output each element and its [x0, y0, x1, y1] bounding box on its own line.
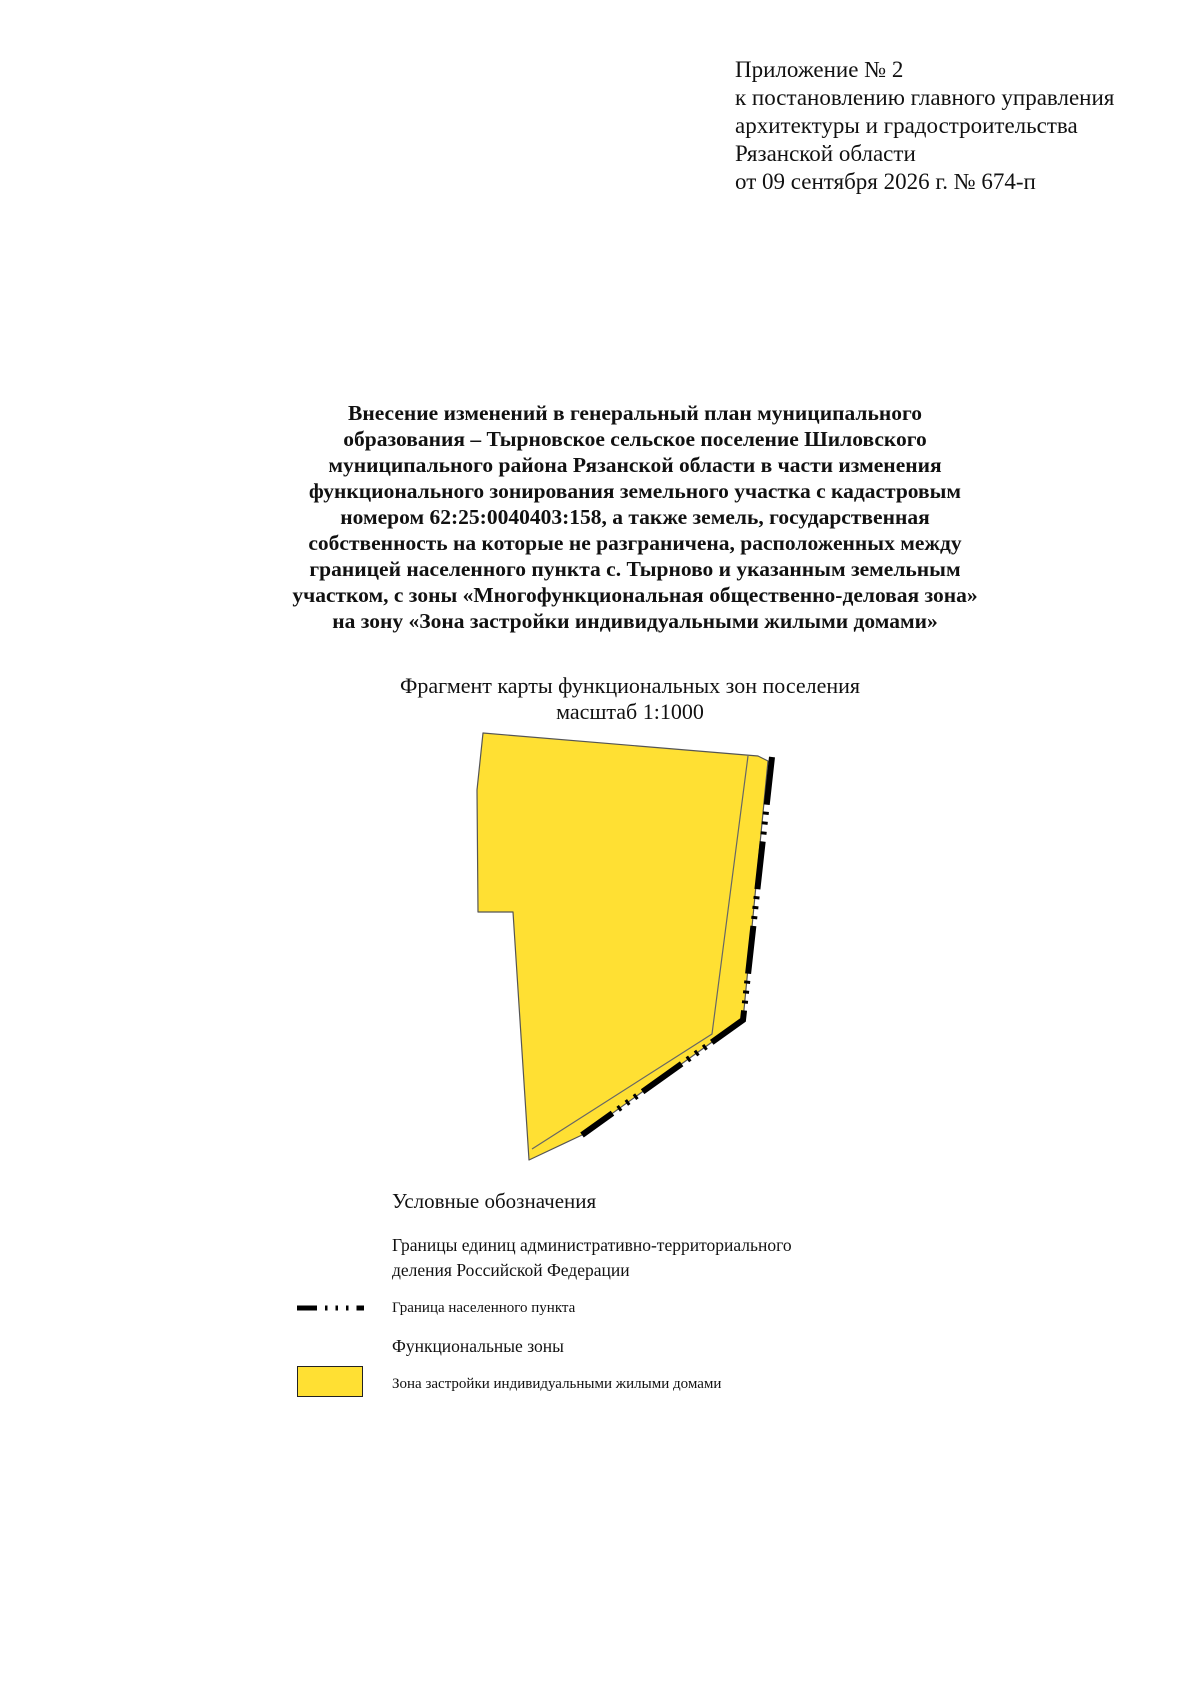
title-line: на зону «Зона застройки индивидуальными жилыми домами» — [332, 609, 938, 633]
legend-residential-zone-label: Зона застройки индивидуальными жилыми домами — [392, 1376, 722, 1392]
residential-zone-area — [477, 733, 768, 1160]
annex-number: Приложение № 2 — [735, 57, 904, 82]
legend-zones-title: Функциональные зоны — [392, 1336, 564, 1356]
annex-date: от 09 сентября 2026 г. № 674-п — [735, 169, 1036, 194]
legend-zone-swatch — [297, 1366, 363, 1397]
title-line: функционального зонирования земельного участка с кадастровым — [308, 479, 962, 503]
parcel-boundary-line — [532, 756, 748, 1149]
title-line: Внесение изменений в генеральный план муниципального — [348, 401, 922, 425]
title-line: границей населенного пункта с. Тырново и указанным земельным — [309, 557, 961, 581]
annex-header — [735, 56, 1175, 196]
document-title — [170, 400, 1100, 634]
legend-admin-boundaries — [392, 1233, 792, 1283]
map-caption-title: Фрагмент карты функциональных зон поселения — [399, 673, 861, 698]
title-line: номером 62:25:0040403:158, а также земель, государственная — [340, 505, 930, 529]
title-line: собственность на которые не разграничена, расположенных между — [308, 531, 962, 555]
legend-admin-line: Границы единиц административно-территориального — [392, 1235, 792, 1255]
legend-admin-line: деления Российской Федерации — [392, 1260, 630, 1280]
map-scale: масштаб 1:1000 — [556, 699, 704, 724]
title-line: образования – Тырновское сельское поселение Шиловского — [343, 427, 927, 451]
title-line: муниципального района Рязанской области в части изменения — [328, 453, 942, 477]
title-line: участком, с зоны «Многофункциональная общественно-деловая зона» — [292, 583, 978, 607]
annex-line-3: архитектуры и градостроительства — [735, 113, 1078, 138]
legend-title: Условные обозначения — [392, 1189, 597, 1213]
annex-line-2: к постановлению главного управления — [735, 85, 1115, 110]
settlement-boundary-line — [582, 757, 772, 1135]
annex-line-4: Рязанской области — [735, 141, 916, 166]
map-caption — [300, 673, 960, 725]
legend-settlement-boundary-label: Граница населенного пункта — [392, 1300, 576, 1316]
